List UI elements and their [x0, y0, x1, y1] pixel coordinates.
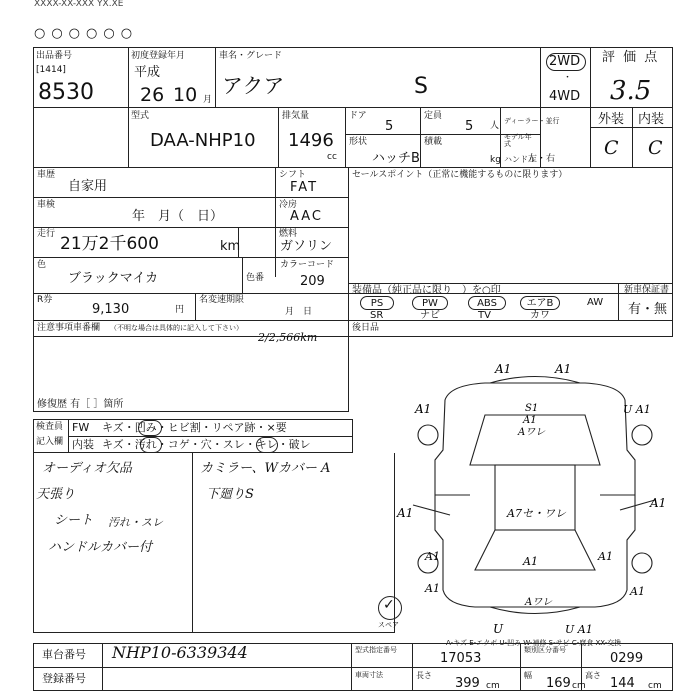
load-label: 積載 — [424, 137, 443, 147]
handle-value: 左・右 — [528, 154, 556, 164]
era: 平成 — [134, 65, 161, 80]
mark-s1: S1 — [525, 403, 539, 414]
note-handwritten: 2/2,566km — [258, 331, 318, 344]
load-unit: kg — [490, 155, 501, 165]
model-no-value: 17053 — [440, 651, 482, 666]
mark-a1-right-side: A1 — [650, 496, 667, 510]
equip-tv: TV — [478, 310, 491, 321]
equip-leather: カワ — [530, 310, 550, 321]
r-unit: 円 — [175, 305, 185, 315]
inspect-label2: 記入欄 — [36, 437, 64, 447]
warranty-label: 名変速期限 — [199, 295, 245, 305]
warranty-value: 月 日 — [285, 307, 313, 317]
note-hint: （不明な場合は具体的に記入して下さい） — [110, 324, 243, 332]
first-reg-label: 初度登録年月 — [131, 51, 186, 61]
equip-airbag: エアB — [520, 296, 560, 310]
fuel-label: 燃料 — [279, 229, 298, 239]
month-unit: 月 — [203, 95, 213, 105]
reg-label: 登録番号 — [42, 672, 86, 685]
inspect-label1: 検査員 — [36, 422, 64, 432]
mark-a1-rear-left: A1 — [425, 550, 440, 563]
height-label: 高さ — [585, 671, 601, 680]
inspect-row1-head: FW — [72, 421, 90, 434]
mark-u-bottom-left: U — [493, 622, 504, 636]
mark-a1-bottom-left: A1 — [425, 582, 440, 595]
color-label: 色 — [37, 260, 47, 270]
interior-grade: C — [648, 137, 663, 159]
handle-label: ハンドル — [504, 155, 536, 164]
lot-number: 8530 — [38, 80, 94, 105]
mark-u-a1-right: U A1 — [623, 403, 651, 416]
car-diagram — [395, 355, 680, 640]
history-label: 車歴 — [37, 170, 56, 180]
mark-u-a1-bottom: U A1 — [565, 623, 593, 636]
doors-value: 5 — [385, 119, 394, 134]
month: 10 — [173, 84, 198, 106]
year: 26 — [140, 84, 165, 106]
equip-navi: ナビ — [420, 310, 440, 321]
equip-sr: SR — [370, 310, 384, 321]
doors-label: ドア — [349, 111, 367, 121]
size-label: 車両寸法 — [355, 671, 383, 679]
shape-label: 形状 — [349, 137, 368, 147]
model-name: アクア — [222, 74, 285, 98]
mark-a1-top-left: A1 — [495, 362, 512, 376]
mileage-label: 走行 — [37, 229, 56, 239]
score: 3.5 — [610, 76, 652, 106]
length-unit: cm — [486, 681, 500, 691]
note-right-1: カミラー、Wカバー A — [200, 461, 331, 476]
after-label: 後日品 — [352, 323, 380, 333]
mileage-value: 21万2千600 — [60, 234, 159, 254]
equip-label: 装備品（純正品に限り ）を○印 — [352, 285, 501, 296]
inspection-label: 車検 — [37, 200, 56, 210]
disp-label: 排気量 — [282, 111, 310, 121]
equip-ps: PS — [360, 296, 394, 310]
width-value: 169 — [546, 676, 571, 691]
capacity-value: 5 — [465, 119, 474, 134]
color-value: ブラックマイカ — [68, 271, 159, 286]
cert-value: 有・無 — [628, 302, 668, 317]
legend: A-キズ E-エクボ U-凹み W-補修 S-サビ C-腐食 XX-交換 — [446, 639, 622, 647]
note-label: 注意事項車番欄 — [37, 323, 101, 333]
note-left-3: シート — [54, 513, 94, 528]
mark-a1-bottom-right: A1 — [630, 585, 645, 598]
top-strip-text: XXXX-XX-XXX YX.XE — [34, 0, 124, 9]
note-left-1: オーディオ欠品 — [42, 461, 132, 476]
equip-pw: PW — [412, 296, 448, 310]
model-name-label: 車名・グレード — [219, 51, 283, 61]
mark-lower-dent: Aワレ — [525, 597, 553, 608]
length-value: 399 — [455, 676, 480, 691]
shift-label: シフト — [279, 170, 307, 180]
dealer-label: ディーラー・並行 — [504, 117, 560, 125]
disp-unit: cc — [327, 152, 337, 162]
drive-2wd: 2WD — [549, 54, 581, 69]
length-label: 長さ — [416, 671, 432, 680]
width-label: 幅 — [524, 671, 532, 680]
mark-a1-hood: A1 — [523, 415, 537, 426]
class-label: 類別区分番号 — [524, 646, 566, 654]
fuel-value: ガソリン — [280, 239, 333, 254]
interior-label: 内装 — [638, 112, 665, 127]
mark-a1-top-right: A1 — [555, 362, 572, 376]
mileage-unit: km — [220, 239, 241, 254]
note-right-2: 下廻りS — [206, 487, 254, 502]
r-label: R券 — [37, 295, 53, 305]
inspect-row2-head: 内装 — [72, 438, 94, 451]
mark-a1-left: A1 — [415, 402, 432, 416]
height-value: 144 — [610, 676, 635, 691]
inspect-row2-text: キズ・汚れ・コゲ・穴・スレ・キレ・破レ — [102, 438, 311, 451]
model-no-label: 型式指定番号 — [355, 646, 397, 654]
disp-value: 1496 — [288, 130, 334, 151]
mark-dent: Aワレ — [518, 427, 546, 438]
inspection-value: 年 月（ 日） — [132, 209, 224, 224]
inspect-row1-text: キズ・凹み・ヒビ割・リペア跡・×要 — [102, 421, 287, 434]
chassis-value: NHP10-6339344 — [112, 643, 248, 662]
shape-value: ハッチB — [372, 151, 420, 166]
equip-aw: AW — [587, 297, 604, 308]
r-value: 9,130 — [92, 302, 130, 317]
class-value: 0299 — [610, 651, 644, 666]
color-code: 209 — [300, 274, 325, 289]
color-no-label: 色番 — [246, 273, 265, 283]
note-left-4: ハンドルカバー付 — [48, 540, 153, 555]
mark-a1-rear-right: A1 — [598, 550, 613, 563]
selling-label: セールスポイント（正常に機能するものに限ります） — [352, 170, 568, 180]
capacity-label: 定員 — [424, 111, 443, 121]
score-label: 評 価 点 — [602, 50, 660, 65]
drive-4wd: 4WD — [549, 89, 581, 104]
shift-value: FAT — [290, 180, 319, 195]
color-code-label: カラーコード — [280, 260, 335, 270]
exterior-grade: C — [604, 137, 619, 159]
mark-a1-rear-center: A1 — [523, 555, 538, 568]
history-value: 自家用 — [68, 179, 108, 194]
equip-abs: ABS — [468, 296, 506, 310]
mark-center: A7セ・ワレ — [507, 507, 566, 520]
cert-label: 新車保証書 — [624, 285, 670, 295]
grade: S — [414, 74, 428, 99]
chassis-label: 車台番号 — [42, 648, 86, 661]
note-left-2: 天張り — [36, 487, 76, 502]
model-year-label: モデル年式 — [504, 133, 532, 148]
lot-sub: [1414] — [36, 65, 66, 75]
ac-label: 冷房 — [279, 200, 298, 210]
width-unit: cm — [572, 681, 586, 691]
type-label: 型式 — [131, 111, 150, 121]
ac-value: AAC — [290, 209, 323, 224]
exterior-label: 外装 — [598, 112, 625, 127]
type-value: DAA-NHP10 — [150, 130, 256, 151]
lot-label: 出品番号 — [36, 51, 73, 61]
top-circles: ○○○○○○ — [34, 26, 139, 41]
repair-label: 修復歴 有［ ］箇所 — [37, 399, 124, 410]
spare-label: スペア — [378, 621, 399, 629]
note-left-extra: 汚れ・スレ — [108, 516, 163, 529]
mark-a1-left-side: A1 — [397, 506, 414, 520]
capacity-unit: 人 — [490, 121, 500, 131]
height-unit: cm — [648, 681, 662, 691]
